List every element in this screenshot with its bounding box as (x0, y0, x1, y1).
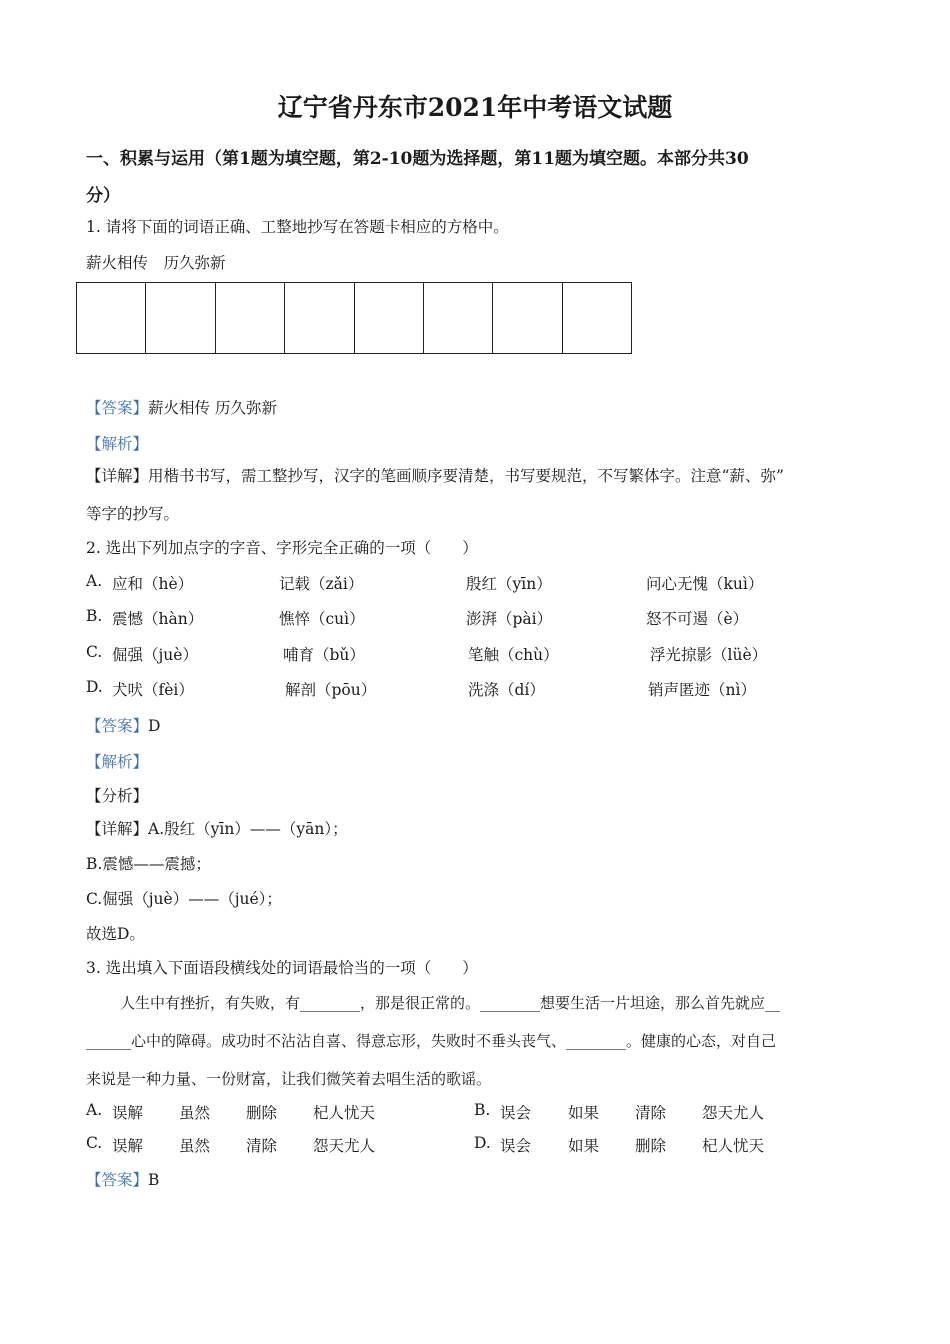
option-item: 震憾（hàn） (112, 610, 204, 628)
detail-text: A.殷红（yīn）——（yān）； (148, 820, 348, 838)
option-item: 怒不可遏（è） (646, 610, 749, 628)
page-title: 辽宁省丹东市2021年中考语文试题 (277, 93, 673, 122)
detail-text: 用楷书书写，需工整抄写，汉字的笔画顺序要清楚，书写要规范，不写繁体字。注意“薪、弥” (148, 467, 784, 485)
q1-analysis-tag: 【解析】 (86, 435, 149, 453)
option-item: 误解 (112, 1104, 144, 1122)
option-item: 哺育（bǔ） (283, 646, 365, 664)
option-item: 删除 (635, 1137, 667, 1155)
q1-detail (86, 464, 784, 486)
grid-cell[interactable] (355, 283, 424, 353)
option-item: 杞人忧天 (313, 1104, 376, 1122)
option-item: 虽然 (179, 1137, 211, 1155)
option-label: C. (86, 643, 103, 661)
option-item: 清除 (635, 1104, 667, 1122)
option-item: 憔悴（cuì） (279, 610, 365, 628)
q2-detail-a (86, 817, 348, 839)
option-label: D. (86, 678, 103, 696)
detail-tag: 【详解】 (86, 820, 149, 838)
section-heading-cont: 分） (86, 186, 120, 206)
grid-cell[interactable] (563, 283, 631, 353)
option-item: 如果 (568, 1104, 600, 1122)
option-item: 误会 (500, 1137, 532, 1155)
option-item: 销声匿迹（nì） (648, 681, 756, 699)
option-item: 殷红（yīn） (466, 575, 552, 593)
grid-cell[interactable] (493, 283, 562, 353)
q3-paragraph-line: 来说是一种力量、一份财富，让我们微笑着去唱生活的歌谣。 (86, 1070, 492, 1088)
option-item: 笔触（chù） (468, 646, 559, 664)
option-item: 倔强（juè） (112, 646, 198, 664)
option-item: 清除 (246, 1137, 278, 1155)
grid-cell[interactable] (77, 283, 146, 353)
answer-grid (76, 282, 632, 354)
option-item: 浮光掠影（lüè） (650, 646, 768, 664)
option-item: 洗涤（dí） (468, 681, 545, 699)
answer-text: D (148, 717, 161, 735)
option-item: 虽然 (179, 1104, 211, 1122)
option-item: 怨天尤人 (313, 1137, 376, 1155)
option-item: 杞人忧天 (702, 1137, 765, 1155)
q2-conclusion: 故选D。 (86, 925, 145, 943)
q1-answer (86, 396, 277, 418)
q2-analyze-tag: 【分析】 (86, 787, 149, 805)
q1-stem: 1. 请将下面的词语正确、工整地抄写在答题卡相应的方格中。 (86, 218, 509, 236)
q2-answer (86, 714, 160, 736)
grid-cell[interactable] (146, 283, 215, 353)
option-label: C. (86, 1134, 103, 1152)
option-label: D. (474, 1134, 491, 1152)
option-item: 怨天尤人 (702, 1104, 765, 1122)
option-label: A. (86, 1101, 103, 1119)
option-item: 如果 (568, 1137, 600, 1155)
q1-words: 薪火相传 历久弥新 (86, 254, 226, 272)
detail-tag: 【详解】 (86, 467, 149, 485)
answer-tag: 【答案】 (86, 717, 149, 735)
q2-stem: 2. 选出下列加点字的字音、字形完全正确的一项（ ） (86, 539, 478, 557)
q1-detail-cont: 等字的抄写。 (86, 505, 180, 523)
grid-cell[interactable] (285, 283, 354, 353)
option-label: A. (86, 572, 103, 590)
option-item: 问心无愧（kuì） (646, 575, 764, 593)
option-item: 误会 (500, 1104, 532, 1122)
option-item: 删除 (246, 1104, 278, 1122)
q2-detail-c: C.倔强（juè）——（jué）； (86, 890, 282, 908)
q3-paragraph-line: 人生中有挫折，有失败，有________，那是很正常的。________想要生活一片坦途，那么首先就应__ (120, 994, 781, 1012)
option-item: 澎湃（pài） (466, 610, 553, 628)
option-label: B. (86, 607, 103, 625)
q3-answer (86, 1168, 159, 1190)
answer-text: B (148, 1171, 160, 1189)
option-item: 误解 (112, 1137, 144, 1155)
option-item: 解剖（pōu） (285, 681, 377, 699)
option-label: B. (474, 1101, 491, 1119)
option-item: 犬吠（fèi） (112, 681, 194, 699)
answer-text: 薪火相传 历久弥新 (148, 399, 277, 417)
answer-tag: 【答案】 (86, 399, 149, 417)
grid-cell[interactable] (424, 283, 493, 353)
section-heading: 一、积累与运用（第1题为填空题，第2-10题为选择题，第11题为填空题。本部分共30 (86, 149, 749, 169)
option-item: 记载（zǎi） (279, 575, 364, 593)
grid-cell[interactable] (216, 283, 285, 353)
q2-analysis-tag: 【解析】 (86, 753, 149, 771)
q3-paragraph-line: ______心中的障碍。成功时不沾沾自喜、得意忘形，失败时不垂头丧气、________。健康的心态，对自己 (86, 1032, 777, 1050)
answer-tag: 【答案】 (86, 1171, 149, 1189)
option-item: 应和（hè） (112, 575, 194, 593)
q3-stem: 3. 选出填入下面语段横线处的词语最恰当的一项（ ） (86, 959, 478, 977)
q2-detail-b: B.震憾——震撼； (86, 855, 211, 873)
